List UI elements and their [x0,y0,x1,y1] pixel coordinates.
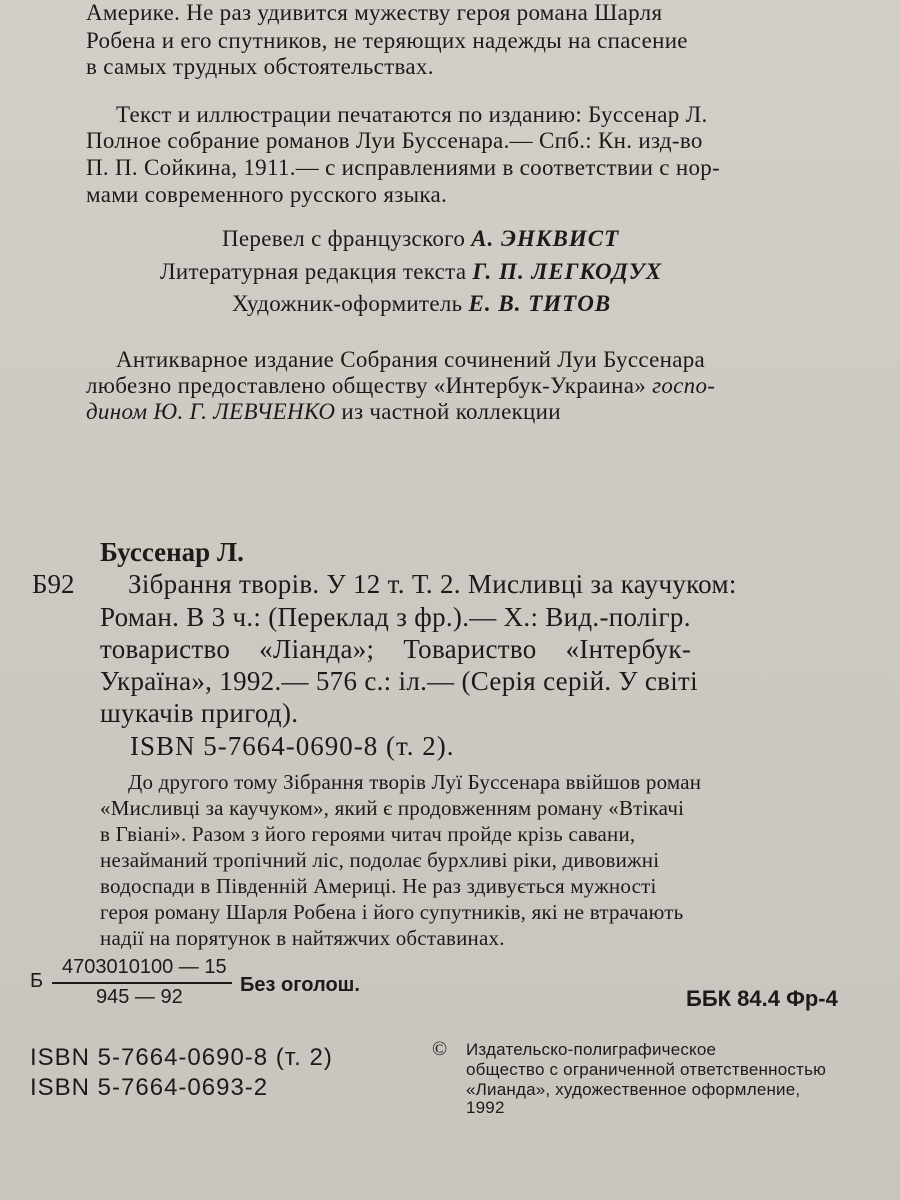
source-note-line-3: П. П. Сойкина, 1911.— с исправлениями в соответствии с нор- [86,155,721,180]
index-numerator: 4703010100 — 15 [62,956,227,978]
source-note-line-4: мами современного русского языка. [86,182,448,207]
index-letter: Б [30,970,44,992]
copyright-line-1: Издательско-полиграфическое [466,1040,717,1059]
antique-note-line-3 [86,399,561,425]
credit-translator-role: Перевел с французского [222,226,466,251]
catalog-line-1: Зібрання творів. У 12 т. Т. 2. Мисливці за каучуком: [128,569,737,599]
index-denominator: 945 — 92 [96,986,183,1008]
catalog-line-5: шукачів пригод). [100,698,299,728]
annotation-ukr-line-1: До другого тому Зібрання творів Луї Буссенара ввійшов роман [128,770,702,794]
source-note-line-2: Полное собрание романов Луи Буссенара.— Спб.: Кн. изд-во [86,128,703,153]
source-note-line-1: Текст и иллюстрации печатаются по изданию: Буссенар Л. [116,102,708,127]
copyright-line-2: общество с ограниченной ответственностью [466,1060,827,1079]
catalog-line-3: товариство «Ліанда»; Товариство «Інтербук- [100,634,692,664]
antique-note-line-2-text: любезно предоставлено обществу «Интербук-Украина» [86,373,647,398]
antique-note-line-2-italic: госпо- [652,373,716,398]
credit-artist-role: Художник-оформитель [232,291,463,316]
annotation-ru-line-2: Робена и его спутников, не теряющих надежды на спасение [86,28,688,53]
catalog-line-2: Роман. В 3 ч.: (Переклад з фр.).— Х.: Вид.-полігр. [100,602,691,632]
catalog-line-4: Україна», 1992.— 576 с.: іл.— (Серія серій. У світі [100,666,698,696]
catalog-isbn: ISBN 5-7664-0690-8 (т. 2). [130,731,455,761]
annotation-ru-line-1: Америке. Не раз удивится мужеству героя романа Шарля [86,0,663,25]
antique-note-line-3-text: из частной коллекции [341,399,561,424]
annotation-ukr-line-7: надії на порятунок в найтяжчих обставинах. [100,926,505,950]
credit-translator [222,226,619,252]
annotation-ukr-line-3: в Гвіані». Разом з його героями читач пройде крізь савани, [100,822,636,846]
credit-translator-name: А. ЭНКВИСТ [471,226,620,251]
credit-editor-role: Литературная редакция текста [160,259,467,284]
annotation-ru-line-3: в самых трудных обстоятельствах. [86,54,434,79]
index-note: Без оголош. [240,974,360,996]
antique-note-line-1: Антикварное издание Собрания сочинений Луи Буссенара [116,347,706,372]
annotation-ukr-line-5: водоспади в Південній Америці. Не раз здивується мужності [100,874,657,898]
isbn-set: ISBN 5-7664-0693-2 [30,1074,269,1101]
annotation-ukr-line-4: незайманий тропічний ліс, подолає бурхливі ріки, дивовижні [100,848,660,872]
annotation-ukr-line-6: героя роману Шарля Робена і його супутників, які не втрачають [100,900,684,924]
annotation-ukr-line-2: «Мисливці за каучуком», який є продовженням роману «Втікачі [100,796,685,820]
copyright-line-3: «Лианда», художественное оформление, [466,1080,801,1099]
catalog-author: Буссенар Л. [100,537,244,567]
credit-editor [160,259,662,285]
copyright-symbol: © [432,1038,448,1060]
credit-artist [232,291,611,317]
isbn-volume: ISBN 5-7664-0690-8 (т. 2) [30,1044,333,1071]
bbk-code: ББК 84.4 Фр-4 [686,986,838,1011]
antique-note-line-2 [86,373,715,399]
credit-editor-name: Г. П. ЛЕГКОДУХ [472,259,663,284]
credit-artist-name: Е. В. ТИТОВ [468,291,612,316]
copyright-line-4: 1992 [466,1098,505,1117]
catalog-code: Б92 [32,569,75,599]
index-fraction-bar [52,982,232,984]
antique-note-line-3-italic: дином Ю. Г. ЛЕВЧЕНКО [86,399,336,424]
